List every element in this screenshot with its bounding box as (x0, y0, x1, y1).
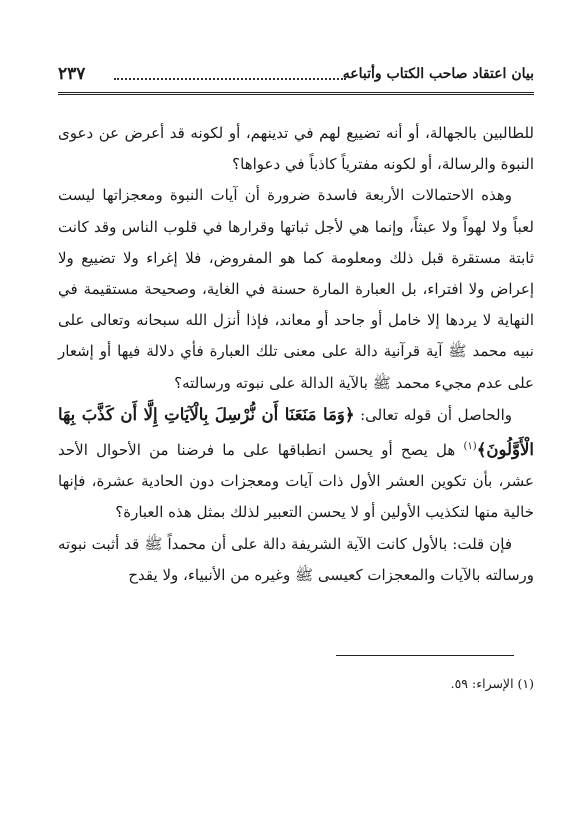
paragraph-3-lead: والحاصل أن قوله تعالى: (354, 405, 512, 424)
page-number: ٢٣٧ (58, 64, 86, 84)
running-header (58, 64, 534, 92)
header-title: بيان اعتقاد صاحب الكتاب وأتباعه (342, 66, 534, 82)
paragraph-3-text: هل يصح أو يحسن انطباقها على ما فرضنا من الأحوال الأحد عشر، بأن تكوين العشر الأول ذات آيات ومعجزات دون الحادية عشرة، فإنها خالية منها لتكذيب الأولين أو لا يحسن التعبير لذلك بمثل هذه العبارة؟ (58, 441, 534, 522)
paragraph-2 (58, 180, 534, 398)
paragraph-1 (58, 118, 534, 180)
paragraph-4 (58, 529, 534, 591)
quran-verse: ﴿وَمَا مَنَعَنَا أَن نُّرْسِلَ بِالْآيَاتِ إِلَّا أَن كَذَّبَ بِهَا الْأَوَّلُونَ﴾ (58, 404, 534, 460)
main-text (58, 118, 534, 591)
paragraph-2-text: وهذه الاحتمالات الأربعة فاسدة ضرورة أن آيات النبوة ومعجزاتها ليست لعباً ولا لهواً ولا عبثاً، وإنما هي لأجل ثباتها وقرارها في قلوب الناس وقد كانت ثابتة مستقرة قبل ذلك ومعلومة كما هو المفروض، فلا إغراء ولا تضييع ولا إعراض ولا افتراء، بل العبارة المارة حسنة في الغاية، وصحيحة مستقيمة في النهاية لا يردها إلا خامل أو جاحد أو معاند، فإذا أنزل الله سبحانه وتعالى على نبيه محمد ﷺ آية قرآنية دالة على معنى تلك العبارة فأي دلالة فيها أو إشعار على عدم مجيء محمد ﷺ بالآية الدالة على نبوته ورسالته؟ (58, 186, 534, 392)
header-rule (58, 92, 534, 95)
footnote-separator (336, 655, 514, 656)
paragraph-4-text: فإن قلت: بالأول كانت الآية الشريفة دالة على أن محمداً ﷺ قد أثبت نبوته ورسالته بالآيات والمعجزات كعيسى ﷺ وغيره من الأنبياء، ولا يقدح (58, 534, 534, 584)
paragraph-3 (58, 399, 534, 529)
footnote: (١) الإسراء: ٥٩. (450, 676, 534, 691)
paragraph-1-text: للطالبين بالجهالة، أو أنه تضييع لهم في تدينهم، أو لكونه قد أعرض عن دعوى النبوة والرسالة، أو لكونه مفترياً كاذباً في دعواها؟ (58, 124, 534, 174)
header-dot-leader (114, 78, 346, 80)
footnote-reference: (١) (463, 441, 477, 453)
